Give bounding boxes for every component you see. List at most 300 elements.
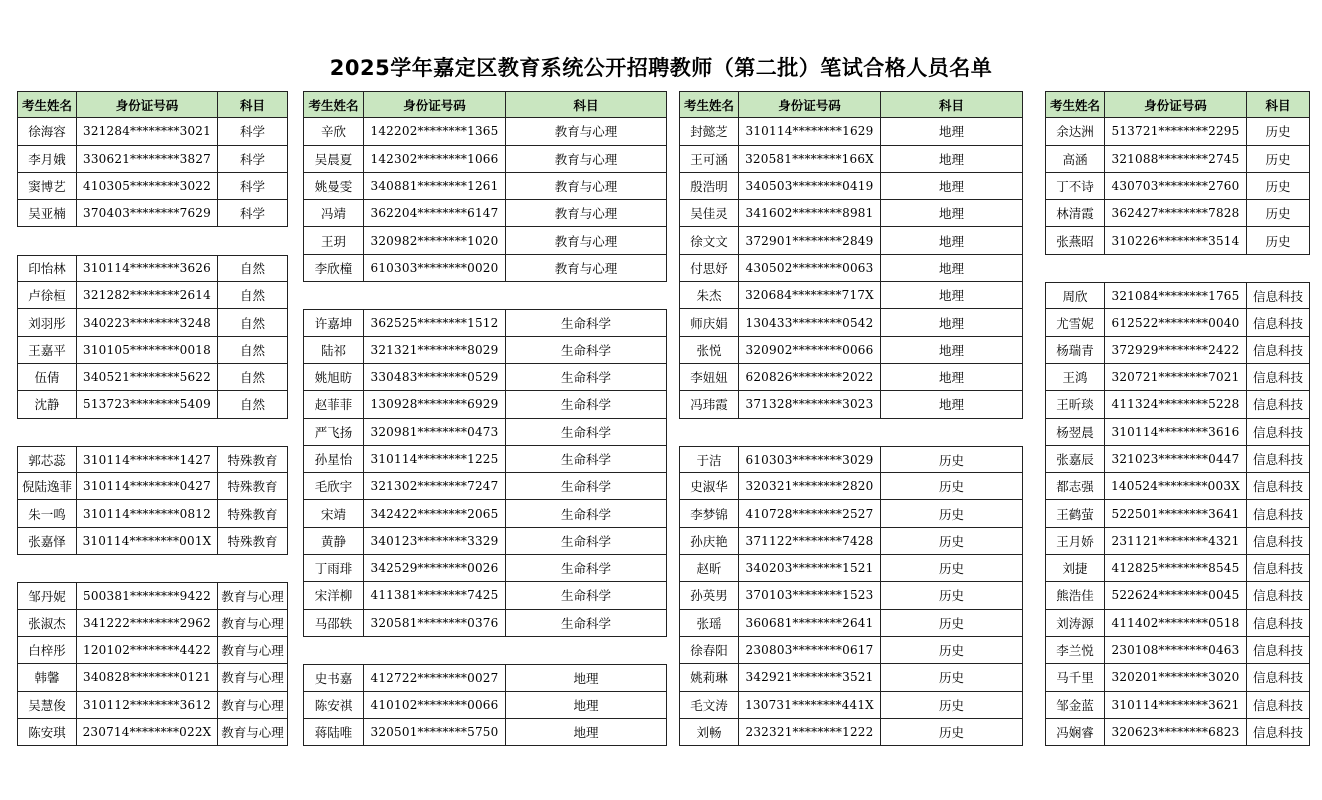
candidate-name: 姚莉琳 (679, 664, 739, 691)
table-row (1045, 118, 1310, 145)
candidate-name: 刘捷 (1045, 555, 1105, 582)
id-number: 230803********0617 (739, 637, 881, 664)
id-number: 360681********2641 (739, 610, 881, 637)
spacer (17, 227, 288, 254)
table-row (303, 446, 667, 473)
candidate-name: 张悦 (679, 337, 739, 364)
table-row (1045, 146, 1310, 173)
subject: 地理 (506, 664, 667, 691)
table-row (17, 391, 288, 418)
table-row (679, 473, 1023, 500)
id-number: 522501********3641 (1105, 500, 1247, 527)
subject: 信息科技 (1247, 364, 1310, 391)
subject: 信息科技 (1247, 528, 1310, 555)
subject: 自然 (218, 364, 288, 391)
id-number: 320581********0376 (364, 610, 506, 637)
candidate-name: 陈安琪 (17, 719, 77, 746)
id-number: 130731********441X (739, 692, 881, 719)
id-number: 513723********5409 (77, 391, 218, 418)
id-number: 410102********0066 (364, 692, 506, 719)
id-number: 320201********3020 (1105, 664, 1247, 691)
candidate-name: 郭芯蕊 (17, 446, 77, 473)
table-row (679, 610, 1023, 637)
subject: 历史 (881, 528, 1023, 555)
id-number: 310226********3514 (1105, 227, 1247, 254)
subject: 历史 (881, 555, 1023, 582)
table-row (303, 719, 667, 746)
spacer (303, 282, 667, 309)
table-row (1045, 473, 1310, 500)
id-number: 500381********9422 (77, 582, 218, 609)
table-row (17, 719, 288, 746)
header-id: 身份证号码 (739, 91, 881, 118)
id-number: 130928********6929 (364, 391, 506, 418)
table-row (679, 391, 1023, 418)
candidate-name: 孙英男 (679, 582, 739, 609)
candidate-name: 马邵轶 (303, 610, 364, 637)
subject: 历史 (881, 664, 1023, 691)
candidate-name: 王玥 (303, 227, 364, 254)
id-number: 310114********3621 (1105, 692, 1247, 719)
candidate-name: 李欣橦 (303, 255, 364, 282)
subject: 生命科学 (506, 391, 667, 418)
subject: 信息科技 (1247, 719, 1310, 746)
id-number: 310114********1629 (739, 118, 881, 145)
header-name: 考生姓名 (303, 91, 364, 118)
candidate-name: 徐海容 (17, 118, 77, 145)
candidate-name: 徐春阳 (679, 637, 739, 664)
spacer (17, 419, 288, 446)
subject: 科学 (218, 173, 288, 200)
candidate-name: 冯玮霞 (679, 391, 739, 418)
id-number: 321321********8029 (364, 337, 506, 364)
table-row (303, 364, 667, 391)
id-number: 410305********3022 (77, 173, 218, 200)
subject: 教育与心理 (218, 664, 288, 691)
subject: 自然 (218, 309, 288, 336)
candidate-name: 严飞扬 (303, 419, 364, 446)
subject: 教育与心理 (218, 719, 288, 746)
table-row (679, 719, 1023, 746)
candidate-name: 邹丹妮 (17, 582, 77, 609)
subject: 信息科技 (1247, 692, 1310, 719)
table-row (1045, 282, 1310, 309)
candidate-name: 毛文涛 (679, 692, 739, 719)
candidate-name: 沈静 (17, 391, 77, 418)
candidate-name: 都志强 (1045, 473, 1105, 500)
table-row (17, 473, 288, 500)
id-number: 330483********0529 (364, 364, 506, 391)
candidate-name: 辛欣 (303, 118, 364, 145)
id-number: 340521********5622 (77, 364, 218, 391)
table-row (1045, 664, 1310, 691)
id-number: 340503********0419 (739, 173, 881, 200)
id-number: 320501********5750 (364, 719, 506, 746)
candidate-name: 吴佳灵 (679, 200, 739, 227)
subject: 历史 (881, 637, 1023, 664)
table-row (1045, 364, 1310, 391)
subject: 地理 (881, 227, 1023, 254)
table-row (303, 391, 667, 418)
table-row (1045, 528, 1310, 555)
subject: 生命科学 (506, 610, 667, 637)
candidate-name: 毛欣宇 (303, 473, 364, 500)
subject: 地理 (881, 146, 1023, 173)
column-1 (17, 91, 288, 746)
id-number: 362525********1512 (364, 309, 506, 336)
table-row (679, 664, 1023, 691)
table-row (679, 446, 1023, 473)
subject: 地理 (881, 282, 1023, 309)
table-row (679, 337, 1023, 364)
subject: 生命科学 (506, 528, 667, 555)
candidate-name: 姚曼雯 (303, 173, 364, 200)
id-number: 310112********3612 (77, 692, 218, 719)
candidate-name: 杨翌晨 (1045, 419, 1105, 446)
table-row (1045, 391, 1310, 418)
candidate-name: 王昕琰 (1045, 391, 1105, 418)
candidate-name: 吴晨夏 (303, 146, 364, 173)
id-number: 320581********166X (739, 146, 881, 173)
id-number: 320981********0473 (364, 419, 506, 446)
subject: 教育与心理 (218, 692, 288, 719)
page-title: 2025学年嘉定区教育系统公开招聘教师（第二批）笔试合格人员名单 (329, 56, 993, 80)
table-row (303, 528, 667, 555)
table-row (679, 637, 1023, 664)
id-number: 370403********7629 (77, 200, 218, 227)
table-header (17, 91, 288, 118)
candidate-name: 徐文文 (679, 227, 739, 254)
subject: 特殊教育 (218, 446, 288, 473)
id-number: 310105********0018 (77, 337, 218, 364)
id-number: 310114********001X (77, 528, 218, 555)
id-number: 231121********4321 (1105, 528, 1247, 555)
table-row (303, 227, 667, 254)
table-row (679, 309, 1023, 336)
id-number: 411381********7425 (364, 582, 506, 609)
id-number: 362427********7828 (1105, 200, 1247, 227)
subject: 历史 (881, 719, 1023, 746)
table-row (17, 146, 288, 173)
id-number: 620826********2022 (739, 364, 881, 391)
subject: 自然 (218, 255, 288, 282)
id-number: 320721********7021 (1105, 364, 1247, 391)
table-row (679, 692, 1023, 719)
table-row (17, 610, 288, 637)
table-row (303, 664, 667, 691)
subject: 生命科学 (506, 337, 667, 364)
id-number: 320982********1020 (364, 227, 506, 254)
subject: 教育与心理 (506, 146, 667, 173)
candidate-name: 高涵 (1045, 146, 1105, 173)
candidate-name: 伍倩 (17, 364, 77, 391)
subject: 生命科学 (506, 500, 667, 527)
table-row (679, 555, 1023, 582)
header-subject: 科目 (1247, 91, 1310, 118)
subject: 历史 (1247, 146, 1310, 173)
candidate-name: 尤雪妮 (1045, 309, 1105, 336)
table-row (679, 255, 1023, 282)
table-row (303, 610, 667, 637)
table-row (17, 282, 288, 309)
table-row (679, 118, 1023, 145)
id-number: 310114********0427 (77, 473, 218, 500)
subject: 地理 (881, 173, 1023, 200)
table-row (303, 692, 667, 719)
subject: 生命科学 (506, 582, 667, 609)
id-number: 610303********0020 (364, 255, 506, 282)
id-number: 120102********4422 (77, 637, 218, 664)
subject: 信息科技 (1247, 446, 1310, 473)
table-row (303, 337, 667, 364)
candidate-name: 卢徐桓 (17, 282, 77, 309)
candidate-name: 马千里 (1045, 664, 1105, 691)
id-number: 371122********7428 (739, 528, 881, 555)
table-row (303, 255, 667, 282)
id-number: 430703********2760 (1105, 173, 1247, 200)
candidate-name: 韩馨 (17, 664, 77, 691)
subject: 特殊教育 (218, 473, 288, 500)
table-row (1045, 637, 1310, 664)
subject: 教育与心理 (218, 610, 288, 637)
id-number: 411324********5228 (1105, 391, 1247, 418)
candidate-name: 李月娥 (17, 146, 77, 173)
subject: 信息科技 (1247, 664, 1310, 691)
id-number: 330621********3827 (77, 146, 218, 173)
candidate-name: 陈安祺 (303, 692, 364, 719)
id-number: 340203********1521 (739, 555, 881, 582)
candidate-name: 许嘉坤 (303, 309, 364, 336)
id-number: 230714********022X (77, 719, 218, 746)
subject: 特殊教育 (218, 528, 288, 555)
candidate-name: 冯娴睿 (1045, 719, 1105, 746)
table-row (679, 582, 1023, 609)
id-number: 342422********2065 (364, 500, 506, 527)
table-row (679, 282, 1023, 309)
table-header (679, 91, 1023, 118)
table-row (17, 500, 288, 527)
id-number: 310114********0812 (77, 500, 218, 527)
subject: 生命科学 (506, 419, 667, 446)
subject: 信息科技 (1247, 500, 1310, 527)
table-row (303, 200, 667, 227)
candidate-name: 李妞妞 (679, 364, 739, 391)
table-row (1045, 610, 1310, 637)
candidate-name: 张瑶 (679, 610, 739, 637)
header-subject: 科目 (218, 91, 288, 118)
candidate-name: 周欣 (1045, 282, 1105, 309)
subject: 历史 (1247, 118, 1310, 145)
table-row (303, 419, 667, 446)
id-number: 310114********1427 (77, 446, 218, 473)
candidate-name: 张嘉辰 (1045, 446, 1105, 473)
subject: 教育与心理 (506, 200, 667, 227)
spacer (679, 419, 1023, 446)
candidate-name: 孙庆艳 (679, 528, 739, 555)
candidate-name: 蒋陆唯 (303, 719, 364, 746)
candidate-name: 朱杰 (679, 282, 739, 309)
subject: 地理 (881, 364, 1023, 391)
table-row (679, 364, 1023, 391)
table-row (303, 582, 667, 609)
candidate-name: 朱一鸣 (17, 500, 77, 527)
table-row (679, 173, 1023, 200)
table-row (17, 582, 288, 609)
id-number: 320623********6823 (1105, 719, 1247, 746)
table-row (1045, 582, 1310, 609)
candidate-name: 赵昕 (679, 555, 739, 582)
table-row (303, 118, 667, 145)
id-number: 370103********1523 (739, 582, 881, 609)
id-number: 321282********2614 (77, 282, 218, 309)
header-id: 身份证号码 (364, 91, 506, 118)
table-row (17, 173, 288, 200)
candidate-name: 丁雨琲 (303, 555, 364, 582)
table-row (303, 555, 667, 582)
id-number: 232321********1222 (739, 719, 881, 746)
header-subject: 科目 (881, 91, 1023, 118)
subject: 信息科技 (1247, 309, 1310, 336)
id-number: 310114********1225 (364, 446, 506, 473)
table-header (303, 91, 667, 118)
table-row (303, 146, 667, 173)
subject: 地理 (881, 200, 1023, 227)
table-row (1045, 200, 1310, 227)
table-row (303, 500, 667, 527)
id-number: 140524********003X (1105, 473, 1247, 500)
candidate-name: 倪陆逸菲 (17, 473, 77, 500)
candidate-name: 张嘉怿 (17, 528, 77, 555)
id-number: 320902********0066 (739, 337, 881, 364)
table-row (17, 200, 288, 227)
table-row (17, 364, 288, 391)
column-3 (679, 91, 1023, 746)
candidate-name: 史书嘉 (303, 664, 364, 691)
id-number: 412722********0027 (364, 664, 506, 691)
id-number: 412825********8545 (1105, 555, 1247, 582)
spacer (303, 637, 667, 664)
candidate-name: 李兰悦 (1045, 637, 1105, 664)
candidate-name: 陆祁 (303, 337, 364, 364)
id-number: 372929********2422 (1105, 337, 1247, 364)
candidate-name: 史淑华 (679, 473, 739, 500)
subject: 历史 (881, 500, 1023, 527)
subject: 教育与心理 (506, 173, 667, 200)
id-number: 340881********1261 (364, 173, 506, 200)
table-row (1045, 173, 1310, 200)
header-name: 考生姓名 (17, 91, 77, 118)
candidate-name: 刘畅 (679, 719, 739, 746)
table-row (679, 146, 1023, 173)
id-number: 340123********3329 (364, 528, 506, 555)
id-number: 410728********2527 (739, 500, 881, 527)
header-name: 考生姓名 (679, 91, 739, 118)
candidate-name: 付思妤 (679, 255, 739, 282)
subject: 教育与心理 (218, 582, 288, 609)
subject: 教育与心理 (506, 227, 667, 254)
header-id: 身份证号码 (1105, 91, 1247, 118)
subject: 信息科技 (1247, 555, 1310, 582)
candidate-name: 杨瑞青 (1045, 337, 1105, 364)
candidate-name: 余达洲 (1045, 118, 1105, 145)
candidate-name: 张燕昭 (1045, 227, 1105, 254)
table-row (17, 255, 288, 282)
subject: 地理 (506, 692, 667, 719)
id-number: 371328********3023 (739, 391, 881, 418)
id-number: 310114********3616 (1105, 419, 1247, 446)
candidate-name: 刘羽彤 (17, 309, 77, 336)
column-4 (1045, 91, 1310, 746)
candidate-name: 宋洋柳 (303, 582, 364, 609)
header-subject: 科目 (506, 91, 667, 118)
candidate-name: 孙星怡 (303, 446, 364, 473)
subject: 教育与心理 (506, 255, 667, 282)
id-number: 411402********0518 (1105, 610, 1247, 637)
table-row (1045, 719, 1310, 746)
candidate-name: 王可涵 (679, 146, 739, 173)
subject: 地理 (881, 337, 1023, 364)
id-number: 321284********3021 (77, 118, 218, 145)
subject: 信息科技 (1247, 582, 1310, 609)
candidate-name: 宋靖 (303, 500, 364, 527)
candidate-name: 王鹤萤 (1045, 500, 1105, 527)
subject: 地理 (506, 719, 667, 746)
id-number: 310114********3626 (77, 255, 218, 282)
table-row (17, 446, 288, 473)
id-number: 321088********2745 (1105, 146, 1247, 173)
subject: 自然 (218, 282, 288, 309)
subject: 信息科技 (1247, 419, 1310, 446)
id-number: 342529********0026 (364, 555, 506, 582)
table-row (303, 309, 667, 336)
subject: 科学 (218, 118, 288, 145)
table-row (1045, 500, 1310, 527)
subject: 生命科学 (506, 555, 667, 582)
subject: 教育与心理 (506, 118, 667, 145)
subject: 地理 (881, 391, 1023, 418)
id-number: 320321********2820 (739, 473, 881, 500)
subject: 历史 (881, 473, 1023, 500)
subject: 信息科技 (1247, 337, 1310, 364)
table-row (1045, 419, 1310, 446)
subject: 地理 (881, 255, 1023, 282)
table-row (679, 200, 1023, 227)
candidate-name: 印怡林 (17, 255, 77, 282)
subject: 历史 (881, 446, 1023, 473)
id-number: 340223********3248 (77, 309, 218, 336)
table-row (679, 528, 1023, 555)
id-number: 610303********3029 (739, 446, 881, 473)
table-row (1045, 555, 1310, 582)
column-2 (303, 91, 667, 746)
subject: 生命科学 (506, 364, 667, 391)
table-row (17, 118, 288, 145)
candidate-name: 丁不诗 (1045, 173, 1105, 200)
subject: 历史 (881, 692, 1023, 719)
id-number: 362204********6147 (364, 200, 506, 227)
subject: 特殊教育 (218, 500, 288, 527)
table-row (17, 309, 288, 336)
id-number: 142202********1365 (364, 118, 506, 145)
table-header (1045, 91, 1310, 118)
id-number: 342921********3521 (739, 664, 881, 691)
table-row (17, 692, 288, 719)
spacer (1045, 255, 1310, 282)
id-number: 513721********2295 (1105, 118, 1247, 145)
candidate-name: 王月娇 (1045, 528, 1105, 555)
subject: 生命科学 (506, 309, 667, 336)
table-row (17, 337, 288, 364)
